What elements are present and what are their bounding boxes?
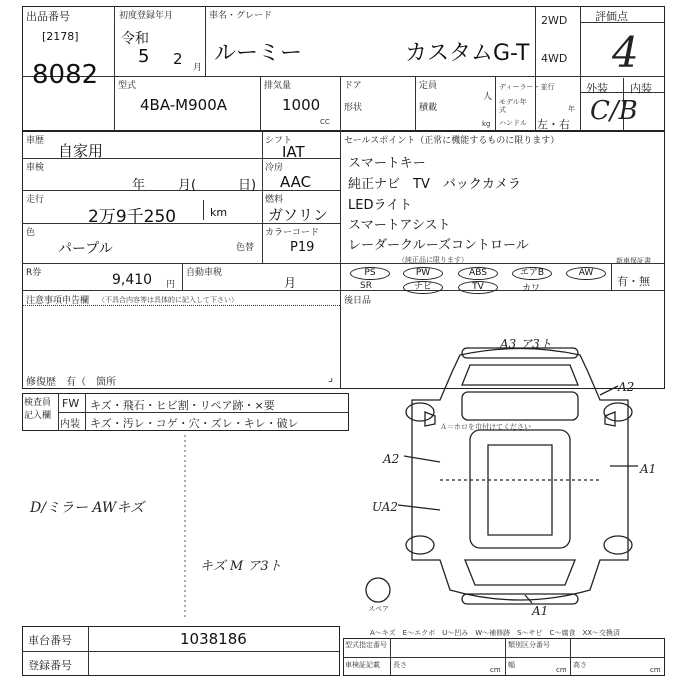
repair-label: 修復歴 [26,377,56,388]
month-unit: 月 [193,63,203,73]
mileage-unit: km [210,206,228,219]
ext-int-value: C/B [590,96,638,126]
recycle-unit: 円 [166,280,176,290]
width-unit: cm [556,666,567,674]
shift-label: シフト [265,136,293,146]
fw-label: FW [62,397,80,410]
drive-4wd: 4WD [541,52,568,65]
cc-unit: CC [320,118,330,126]
reg-label: 登録番号 [28,659,72,672]
shift-value: IAT [282,143,305,161]
sales-points-label: セールスポイント（正常に機能するものに限ります） [344,136,560,146]
car-name-label: 車名・グレード [209,11,273,21]
chassis-label: 車台番号 [28,634,72,647]
length-label: 長さ [393,661,407,669]
sales-point-3: LEDライト [348,198,413,213]
displacement-value: 1000 [282,96,321,114]
height-unit: cm [650,666,661,674]
warranty-label: 新車保証書 [616,257,651,265]
color-label: 色 [26,228,36,238]
ac-value: AAC [280,173,312,191]
diagram-legend: A～キズ E～エクボ U～凹み W～補修跡 S～サビ C～腐食 XX～交換済 [370,629,621,637]
inspection-day: 日) [238,178,257,193]
lot-code: [2178] [42,30,79,43]
year: 5 [138,46,150,67]
addon-label: 後日品 [344,296,372,306]
score-value: 4 [612,28,639,77]
equip-sr: SR [360,281,372,291]
diagram-a1-bottom: A1 [532,604,549,618]
dims-label: 車検証記載 [345,661,380,669]
equip-aw: AW [566,267,606,280]
height-label: 高さ [573,661,587,669]
handle-label: ハンドル [499,119,527,127]
capacity-unit: 人 [483,92,493,102]
tax-month: 月 [284,276,297,290]
color-code-value: P19 [290,240,315,255]
color-value: パープル [58,241,113,257]
handwritten-note-2: キズ M ア3ト [200,559,282,574]
chassis-value: 1038186 [180,630,247,648]
width-label: 幅 [508,661,515,669]
grade: カスタムG-T [405,41,530,66]
length-unit: cm [490,666,501,674]
equip-ps: PS [350,267,390,280]
month: 2 [173,50,183,68]
drive-2wd: 2WD [541,14,568,27]
equip-abs: ABS [458,267,498,280]
int-items: キズ・汚レ・コゲ・穴・ズレ・キレ・破レ [90,417,299,430]
tax-label: 自動車税 [186,268,223,278]
type-cert-label: 型式指定番号 [345,641,387,649]
ac-label: 冷房 [265,163,284,173]
handle-value: 左・右 [537,118,570,131]
diagram-ua2-left: UA2 [372,500,399,514]
repair-close-bracket: ⌟ [328,371,334,384]
class-label: 類別区分番号 [508,641,550,649]
inspector-label: 検査員記入欄 [24,398,52,421]
sales-point-5: レーダークルーズコントロール [348,238,529,253]
diagram-note: Ａ＝ホロを巾付けてください [440,423,531,431]
warranty-value: 有・無 [617,275,650,288]
sales-point-4: スマートアシスト [348,218,451,233]
era: 令和 [121,31,149,47]
model-label: 型式 [118,81,137,91]
sales-point-2: 純正ナビ TV バックカメラ [348,177,521,192]
caution-sub: （不具合内容等は具体的に記入して下さい） [98,296,238,304]
fuel-value: ガソリン [268,206,329,224]
load-label: 積載 [419,103,438,113]
lot-label: 出品番号 [26,10,70,23]
fw-items: キズ・飛石・ヒビ割・リペア跡・×要 [90,399,275,412]
history-value: 自家用 [58,142,104,160]
equip-navi: ナビ [403,281,443,294]
car-name: ルーミー [214,41,303,66]
ext-label: 外装 [586,82,608,95]
displacement-label: 排気量 [264,81,292,91]
shape-label: 形状 [344,103,363,113]
equip-pw: PW [403,267,443,280]
sales-point-1: スマートキー [348,156,426,171]
equip-leather: カワ [522,284,541,294]
capacity-label: 定員 [419,81,438,91]
mileage-label: 走行 [26,195,45,205]
int-row-label: 内装 [60,419,80,430]
score-label: 評価点 [595,10,628,23]
inspection-year: 年 [132,178,146,193]
diagram-a2-right: A2 [618,380,635,394]
recycle-value: 9,410 [112,272,153,288]
fuel-label: 燃料 [265,195,284,205]
color-code-label: カラーコード [265,228,320,238]
history-label: 車歴 [26,136,45,146]
caution-label: 注意事項申告欄 [26,296,90,306]
diagram-a1-right: A1 [640,462,657,476]
door-label: ドア [344,81,362,91]
color-change-label: 色替 [236,243,255,253]
diagram-a2-left: A2 [383,452,400,466]
recycle-label: R券 [26,268,42,278]
diagram-top-mark: A3 ア3ト [500,337,552,351]
first-reg-label: 初度登録年月 [119,11,174,21]
model-year-unit: 年 [568,105,575,113]
int-label: 内装 [630,82,652,95]
handwritten-note-1: D/ミラー AWキズ [30,500,145,516]
model-value: 4BA-M900A [140,96,228,114]
dealer-label: ディーラー・並行 [499,83,555,91]
inspection-month: 月( [178,178,197,193]
model-year-label: モデル年式 [499,98,527,114]
equip-tv: TV [458,281,498,294]
inspection-label: 車検 [26,163,45,173]
repair-value: 有（ 箇所 [66,377,116,388]
load-unit: kg [482,120,491,128]
spare-label: スペア [368,605,389,613]
mileage-value: 2万9千250 [88,207,177,227]
lot-number: 8082 [32,60,99,90]
equipment-label: （純正品に限ります） [398,256,468,264]
equip-airbag: エアB [512,267,552,280]
